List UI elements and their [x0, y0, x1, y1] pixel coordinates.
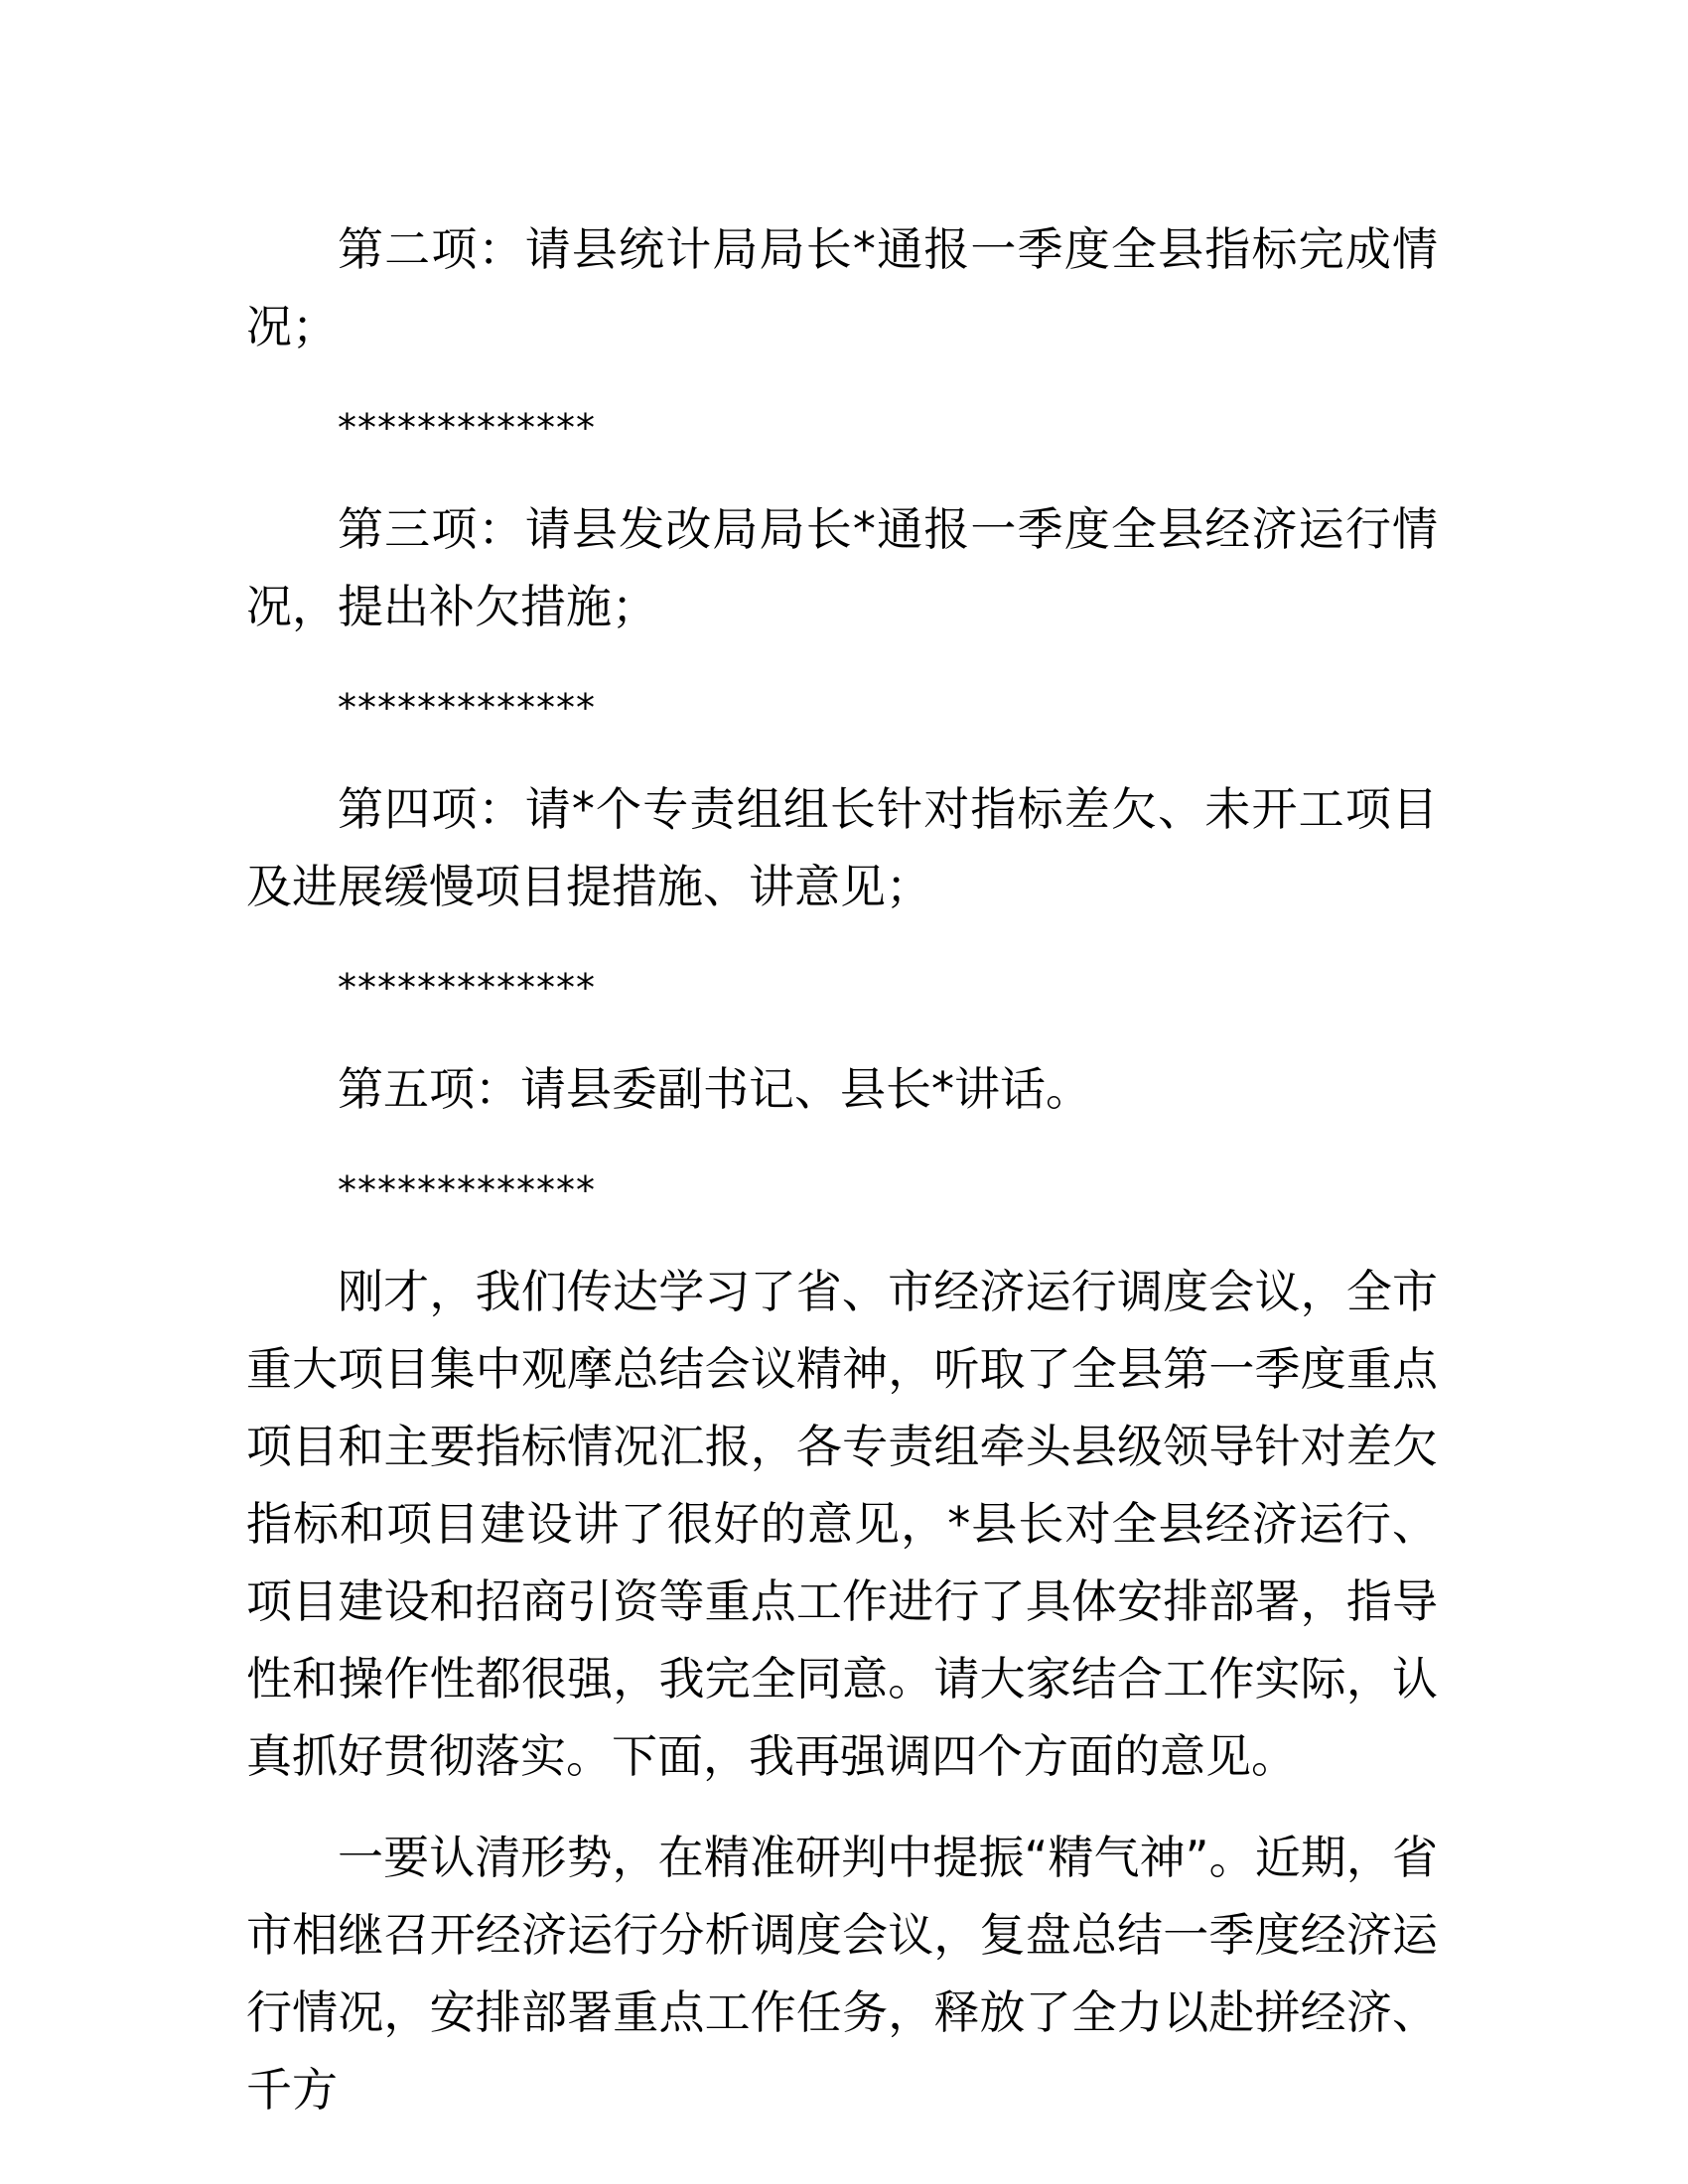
document-body: [246, 210, 1438, 2152]
paragraph-item-2: 第二项：请县统计局局长*通报一季度全县指标完成情况；: [246, 222, 1438, 353]
paragraph-item-3: 第三项：请县发改局局长*通报一季度全县经济运行情况，提出补欠措施；: [246, 502, 1438, 633]
paragraph-item-5: 第五项：请县委副书记、县长*讲话。: [338, 1062, 1091, 1116]
body-paragraph-summary: 刚才，我们传达学习了省、市经济运行调度会议，全市重大项目集中观摩总结会议精神，听取了全县第一季度重点项目和主要指标情况汇报，各专责组牵头县级领导针对差欠指标和项目建设讲了很好的意见，*县长对全县经济运行、项目建设和招商引资等重点工作进行了具体安排部署，指导性和操作性都很强，我完全同意。请大家结合工作实际，认真抓好贯彻落实。下面，我再强调四个方面的意见。: [246, 1265, 1438, 1783]
separator-line: *************: [338, 406, 596, 450]
separator-line: *************: [338, 686, 596, 730]
separator-line: *************: [338, 966, 596, 1010]
separator-line: *************: [338, 1168, 596, 1212]
body-paragraph-first-point: 一要认清形势，在精准研判中提振“精气神”。近期，省市相继召开经济运行分析调度会议，复盘总结一季度经济运行情况，安排部署重点工作任务，释放了全力以赴拼经济、千方: [246, 1831, 1438, 2116]
paragraph-item-4: 第四项：请*个专责组组长针对指标差欠、未开工项目及进展缓慢项目提措施、讲意见；: [246, 782, 1438, 913]
